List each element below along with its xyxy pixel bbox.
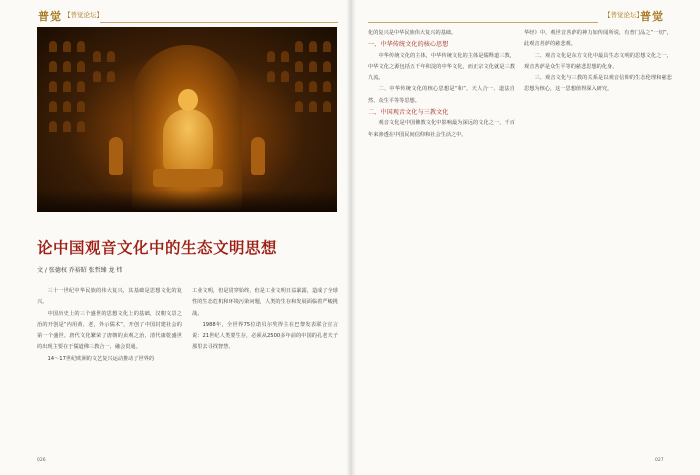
page-number-left: 026	[37, 458, 46, 463]
paragraph: 工业文明，但是贯穿始终，但是工业文明日益暴露，造成了全球性的生态危机和环境污染问题，人类的生存和发展面临着严峻挑战。	[192, 288, 338, 317]
header-logo-right: 普觉	[640, 10, 664, 23]
paragraph: 三十一世纪中华民族的伟大复兴，其基础是思想文化的复兴。	[37, 288, 182, 306]
right-column-1	[368, 28, 515, 453]
page-number-right: 027	[655, 458, 664, 463]
paragraph: 14～17世纪欧洲的文艺复兴运动推动了世界的	[47, 355, 155, 362]
header-column-left: 【普觉论坛】	[64, 11, 103, 19]
paragraph: 中国历史上的三个盛世的思想文化上的基础，汉朝文景之治的开创是“内用黄、老，外示儒术”，开创了中国封建社会的第一个盛世。唐代文化繁荣了唐朝的贞观之治，清代康乾盛世的出现主要在于儒道佛三教合一，融会贯通。	[37, 310, 182, 351]
left-column-2	[192, 286, 338, 454]
section-heading: 一、中华传统文化的核心思想	[368, 41, 449, 49]
article-title: 论中国观音文化中的生态文明思想	[37, 238, 278, 257]
paragraph: 1988年，全世界75位诺贝尔奖得主在巴黎发表联合宣言说：21世纪人类要生存，必须从2500多年前的中国的孔老夫子那里去寻找智慧。	[192, 321, 338, 351]
buddha-statue	[163, 109, 213, 171]
author-line: 文 / 张德权 乔裕昭 张哲臻 龙 炜	[37, 267, 123, 274]
right-column-2	[524, 28, 672, 453]
buddha-grotto-photo	[37, 27, 337, 212]
paragraph: 华经》中，观世音菩萨的神力如传闻所说，有普门品之“一切”，此观音菩萨的慈悲观。	[524, 30, 672, 48]
header-logo-left: 普觉	[38, 10, 62, 23]
header-rule-left	[100, 22, 338, 23]
section-heading: 二、中国观音文化与三教文化	[368, 109, 449, 117]
page-gutter	[346, 0, 356, 475]
paragraph: 中华传统文化的主体，中华传统文化的主体是儒释道三教，中华文化之源包括五千年积淀的中华文化，而正宗文化就是三教九流。	[368, 52, 515, 82]
paragraph: 三、观音文化与三教的关系是以观音信仰的生态伦理和慈悲思想为核心，这一思想值得深入研究。	[524, 75, 672, 93]
paragraph: 观音文化是中国佛教文化中影响最为深远的文化之一，千百年来渗透在中国民间信仰和社会生活之中。	[368, 120, 515, 138]
header-rule-right	[368, 22, 598, 23]
paragraph: 化的复兴是中华民族伟大复兴的基础。	[368, 30, 457, 36]
header-column-right: 【普觉论坛】	[604, 11, 643, 19]
left-column-1	[37, 286, 182, 454]
paragraph: 二、中华传统文化的核心思想是“和”，天人合一、道法自然、众生平等等思想。	[368, 86, 515, 104]
paragraph: 二、观音文化是东方文化中最具生态文明的思想文化之一，观音菩萨是众生平等的慈悲思想的化身。	[524, 52, 672, 70]
